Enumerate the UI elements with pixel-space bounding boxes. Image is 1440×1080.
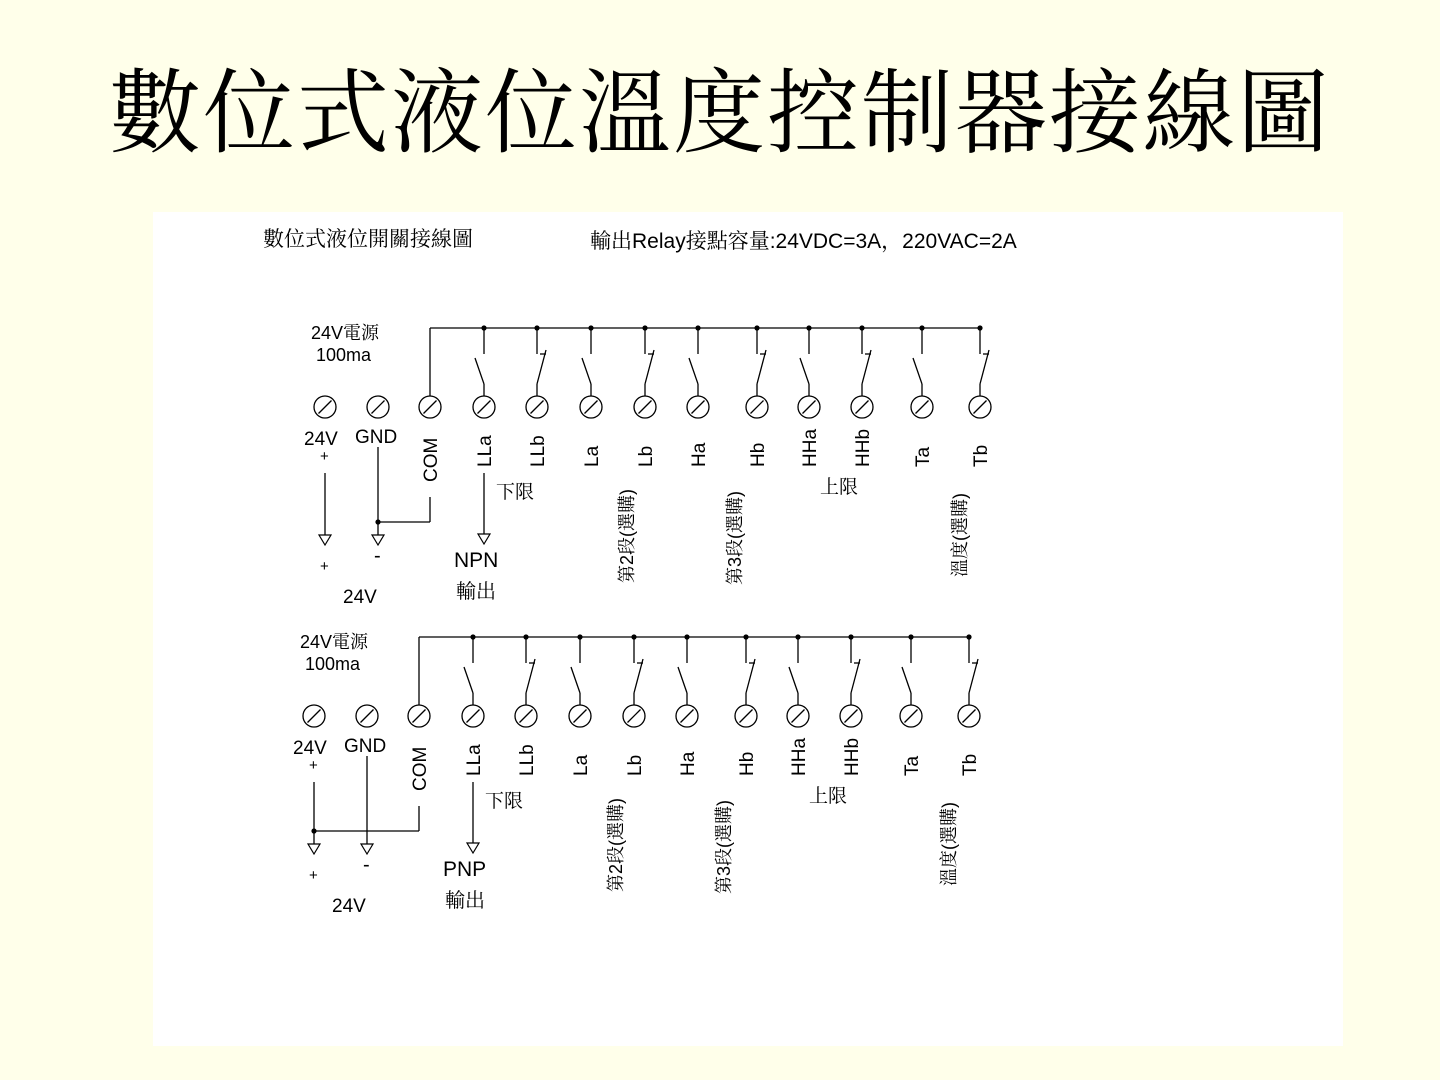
terminal-screw (462, 705, 484, 727)
no-contact-blade (902, 667, 911, 693)
terminal-label-lla: LLa (475, 435, 496, 467)
output-type-label: NPN (454, 549, 499, 572)
terminal-label-ta: Ta (913, 446, 934, 467)
terminal-label-com: COM (421, 437, 442, 482)
power-source-label: 24V電源 (311, 323, 380, 343)
terminal-label-ta: Ta (902, 755, 923, 776)
terminal-label-hb: Hb (737, 751, 758, 776)
plus-sign-top: + (309, 757, 318, 774)
group-label-stage3: 第3段(選購) (714, 800, 734, 894)
power-current-label: 100ma (316, 345, 372, 365)
terminal-screw (623, 705, 645, 727)
arrow-down-icon (308, 844, 320, 854)
terminal-label-ha: Ha (678, 751, 699, 776)
arrow-down-icon (319, 535, 331, 545)
minus-sign: - (374, 545, 381, 567)
terminal-label-gnd: GND (355, 427, 398, 448)
diagram-heading: 數位式液位開關接線圖 (263, 228, 473, 251)
junction-dot (375, 519, 380, 524)
terminal-label-hb: Hb (748, 442, 769, 467)
terminal-label-lb: Lb (625, 754, 646, 776)
lower-limit-label: 下限 (496, 482, 535, 503)
terminal-screw (580, 396, 602, 418)
terminal-screw (676, 705, 698, 727)
arrow-down-icon (372, 535, 384, 545)
terminal-screw (840, 705, 862, 727)
terminal-screw (798, 396, 820, 418)
slide-title: 數位式液位溫度控制器接線圖 (108, 60, 1331, 167)
group-label-temperature: 溫度(選購) (950, 493, 970, 577)
terminal-screw (634, 396, 656, 418)
terminal-label-la: La (571, 754, 592, 776)
terminal-label-gnd: GND (344, 736, 387, 757)
arrow-down-icon (478, 534, 490, 544)
terminal-screw (851, 396, 873, 418)
terminal-label-24v: 24V (293, 738, 327, 759)
circuit-npn (304, 323, 992, 608)
nc-contact-blade (645, 350, 654, 384)
nc-contact-blade (969, 659, 978, 693)
terminal-screw (314, 396, 336, 418)
terminal-screw (526, 396, 548, 418)
group-label-stage3: 第3段(選購) (725, 491, 745, 585)
terminal-label-llb: LLb (517, 744, 538, 776)
terminal-screw (515, 705, 537, 727)
terminal-screw (367, 396, 389, 418)
terminal-label-lb: Lb (636, 445, 657, 467)
terminal-screw (419, 396, 441, 418)
terminal-screw (356, 705, 378, 727)
terminal-screw (900, 705, 922, 727)
terminal-screw (473, 396, 495, 418)
terminal-screw (787, 705, 809, 727)
no-contact-blade (689, 358, 698, 384)
terminal-screw (687, 396, 709, 418)
no-contact-blade (582, 358, 591, 384)
power-source-label: 24V電源 (300, 632, 369, 652)
group-label-temperature: 溫度(選購) (939, 802, 959, 886)
plus-sign-bottom: + (320, 558, 329, 575)
arrow-down-icon (361, 844, 373, 854)
terminal-label-hhb: HHb (853, 428, 874, 467)
terminal-screw (911, 396, 933, 418)
nc-contact-blade (634, 659, 643, 693)
upper-limit-label: 上限 (820, 477, 859, 498)
terminal-screw (735, 705, 757, 727)
nc-contact-blade (746, 659, 755, 693)
nc-contact-blade (757, 350, 766, 384)
supply-voltage-label: 24V (332, 896, 366, 917)
no-contact-blade (464, 667, 473, 693)
terminal-label-hha: HHa (789, 737, 810, 776)
terminal-screw (958, 705, 980, 727)
terminal-label-com: COM (410, 746, 431, 791)
terminal-label-hha: HHa (800, 428, 821, 467)
junction-dot (311, 828, 316, 833)
nc-contact-blade (980, 350, 989, 384)
minus-sign: - (363, 854, 370, 876)
nc-contact-blade (526, 659, 535, 693)
no-contact-blade (913, 358, 922, 384)
relay-rating: 輸出Relay接點容量:24VDC=3A，220VAC=2A (590, 230, 1017, 253)
no-contact-blade (789, 667, 798, 693)
output-suffix-label: 輸出 (456, 581, 496, 603)
lower-limit-label: 下限 (485, 791, 524, 812)
plus-sign-top: + (320, 448, 329, 465)
terminal-label-ha: Ha (689, 442, 710, 467)
group-label-stage2: 第2段(選購) (617, 489, 637, 583)
arrow-down-icon (467, 843, 479, 853)
supply-voltage-label: 24V (343, 587, 377, 608)
terminal-screw (969, 396, 991, 418)
terminal-label-lla: LLa (464, 744, 485, 776)
terminal-screw (408, 705, 430, 727)
terminal-screw (303, 705, 325, 727)
terminal-label-la: La (582, 445, 603, 467)
output-suffix-label: 輸出 (445, 890, 485, 912)
group-label-stage2: 第2段(選購) (606, 798, 626, 892)
terminal-screw (746, 396, 768, 418)
output-type-label: PNP (443, 858, 487, 881)
plus-sign-bottom: + (309, 867, 318, 884)
nc-contact-blade (862, 350, 871, 384)
nc-contact-blade (851, 659, 860, 693)
terminal-label-24v: 24V (304, 429, 338, 450)
terminal-label-llb: LLb (528, 435, 549, 467)
power-current-label: 100ma (305, 654, 361, 674)
terminal-label-tb: Tb (971, 444, 992, 467)
upper-limit-label: 上限 (809, 786, 848, 807)
terminal-screw (569, 705, 591, 727)
circuit-pnp (293, 632, 981, 917)
terminal-label-hhb: HHb (842, 737, 863, 776)
no-contact-blade (475, 358, 484, 384)
terminal-label-tb: Tb (960, 753, 981, 776)
nc-contact-blade (537, 350, 546, 384)
no-contact-blade (800, 358, 809, 384)
no-contact-blade (678, 667, 687, 693)
no-contact-blade (571, 667, 580, 693)
